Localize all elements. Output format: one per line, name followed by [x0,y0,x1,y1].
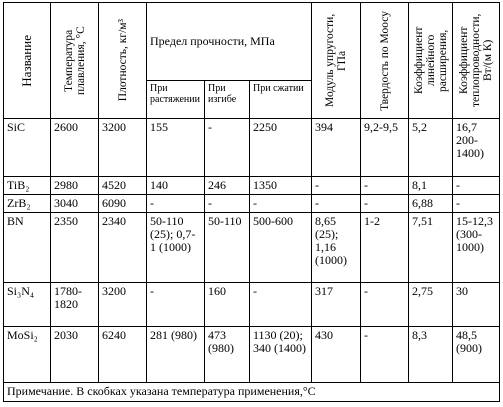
cell-hardness: 1-2 [361,213,409,283]
cell-hardness: - [361,195,409,213]
cell-hardness: 9,2-9,5 [361,119,409,177]
cell-compression: 1350 [250,177,312,195]
header-density: Плотность, кг/м³ [99,3,147,119]
cell-compression: 500-600 [250,213,312,283]
table-row [4,177,500,195]
table-row [4,195,500,213]
cell-modulus: - [312,195,361,213]
materials-table [3,2,500,402]
cell-bending: 50-110 [205,213,250,283]
cell-modulus: 8,65 (25); 1,16 (1000) [312,213,361,283]
cell-melt: 2350 [51,213,99,283]
cell-name: MoSi₂ [4,327,51,383]
table-container [3,2,499,404]
cell-density: 4520 [99,177,147,195]
cell-conductivity: - [453,177,500,195]
cell-bending: - [205,195,250,213]
cell-name: SiC [4,119,51,177]
cell-hardness: - [361,283,409,327]
cell-conductivity: 16,7 200-1400) [453,119,500,177]
header-name: Название [4,3,51,119]
cell-density: 2340 [99,213,147,283]
table-row [4,213,500,283]
cell-conductivity: - [453,195,500,213]
cell-name: Si₃N₄ [4,283,51,327]
cell-compression: - [250,195,312,213]
cell-bending: - [205,119,250,177]
cell-expansion: 5,2 [409,119,453,177]
cell-melt: 2600 [51,119,99,177]
table-note: Примечание. В скобках указана температура применения,°С [4,383,500,402]
header-compression: При сжатии [250,81,312,119]
cell-density: 6090 [99,195,147,213]
header-modulus: Модуль упругости, ГПа [312,3,361,119]
header-strength: Предел прочности, МПа [147,3,312,81]
cell-melt: 1780-1820 [51,283,99,327]
cell-melt: 2980 [51,177,99,195]
cell-expansion: 8,1 [409,177,453,195]
cell-tension: 50-110 (25); 0,7-1 (1000) [147,213,205,283]
cell-modulus: 394 [312,119,361,177]
cell-name: BN [4,213,51,283]
cell-melt: 2030 [51,327,99,383]
cell-modulus: - [312,177,361,195]
cell-expansion: 7,51 [409,213,453,283]
cell-compression: - [250,283,312,327]
cell-bending: 246 [205,177,250,195]
table-row [4,119,500,177]
header-hardness: Твердость по Моосу [361,3,409,119]
cell-tension: 281 (980) [147,327,205,383]
cell-density: 6240 [99,327,147,383]
cell-expansion: 8,3 [409,327,453,383]
header-tension: При растяжении [147,81,205,119]
cell-expansion: 2,75 [409,283,453,327]
cell-tension: - [147,195,205,213]
table-row [4,327,500,383]
cell-density: 3200 [99,119,147,177]
header-melting-temp: Температура плавления, °С [51,3,99,119]
cell-conductivity: 15-12,3 (300-1000) [453,213,500,283]
note-row [4,383,500,402]
cell-conductivity: 48,5 (900) [453,327,500,383]
cell-modulus: 430 [312,327,361,383]
cell-modulus: 317 [312,283,361,327]
header-conductivity: Коэффициент теплопроводности, Вт/(м К) [453,3,500,119]
table-row [4,283,500,327]
cell-expansion: 6,88 [409,195,453,213]
cell-compression: 1130 (20); 340 (1400) [250,327,312,383]
cell-bending: 160 [205,283,250,327]
cell-hardness: - [361,327,409,383]
header-expansion: Коэффициент линейного расширения, [409,3,453,119]
cell-compression: 2250 [250,119,312,177]
cell-melt: 3040 [51,195,99,213]
cell-tension: 155 [147,119,205,177]
cell-hardness: - [361,177,409,195]
header-row [4,3,500,81]
cell-name: ZrB₂ [4,195,51,213]
cell-name: TiB₂ [4,177,51,195]
cell-bending: 473 (980) [205,327,250,383]
cell-tension: 140 [147,177,205,195]
cell-conductivity: 30 [453,283,500,327]
cell-density: 3200 [99,283,147,327]
cell-tension: - [147,283,205,327]
header-bending: При изгибе [205,81,250,119]
